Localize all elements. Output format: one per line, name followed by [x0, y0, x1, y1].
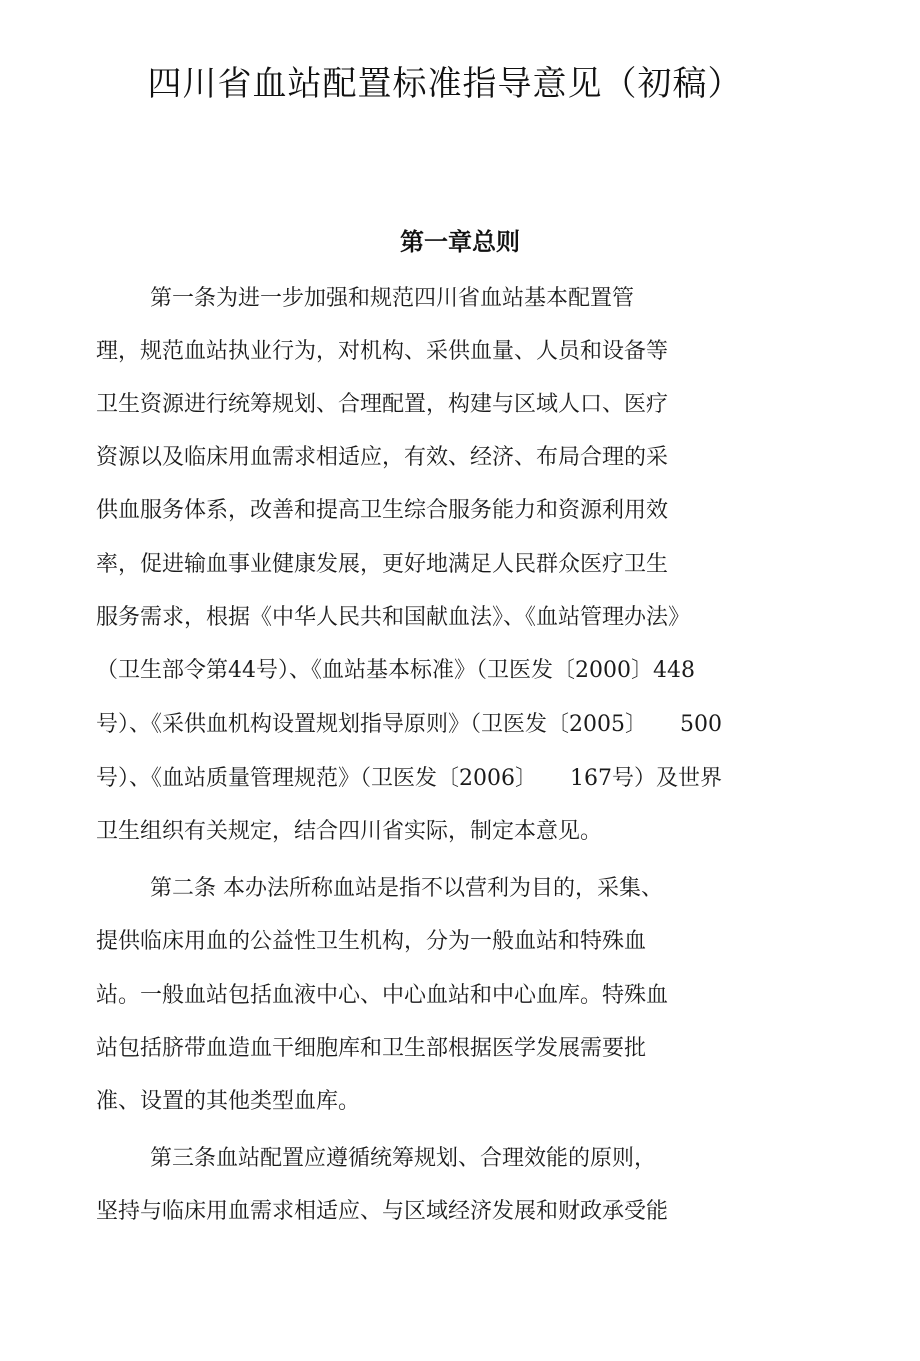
chapter-heading: 第一章总则 [400, 228, 520, 256]
paragraph-line: 率，促进输血事业健康发展，更好地满足人民群众医疗卫生 [96, 552, 669, 577]
paragraph-line: 提供临床用血的公益性卫生机构，分为一般血站和特殊血 [96, 929, 647, 954]
paragraph-line: 号）、《采供血机构设置规划指导原则》（卫医发〔2005〕 500 [96, 712, 722, 737]
paragraph-line: 站。一般血站包括血液中心、中心血站和中心血库。特殊血 [96, 983, 669, 1008]
paragraph-line: 理，规范血站执业行为，对机构、采供血量、人员和设备等 [96, 339, 669, 364]
paragraph-line: 号）、《血站质量管理规范》（卫医发〔2006〕 167号）及世界 [96, 766, 722, 791]
paragraph-line: 第二条 本办法所称血站是指不以营利为目的，采集、 [150, 876, 663, 901]
paragraph-line: 供血服务体系，改善和提高卫生综合服务能力和资源利用效 [96, 498, 669, 523]
paragraph-line: 第一条为进一步加强和规范四川省血站基本配置管 [150, 286, 635, 311]
paragraph-line: 资源以及临床用血需求相适应，有效、经济、布局合理的采 [96, 445, 669, 470]
paragraph-line: 卫生组织有关规定，结合四川省实际，制定本意见。 [96, 819, 603, 844]
document-title: 四川省血站配置标准指导意见（初稿） [147, 64, 743, 104]
paragraph-line: 坚持与临床用血需求相适应、与区域经济发展和财政承受能 [96, 1199, 669, 1224]
paragraph-line: 卫生资源进行统筹规划、合理配置，构建与区域人口、医疗 [96, 392, 669, 417]
paragraph-line: 准、设置的其他类型血库。 [96, 1089, 361, 1114]
paragraph-line: （卫生部令第44号）、《血站基本标准》（卫医发〔2000〕448 [96, 658, 695, 683]
paragraph-line: 第三条血站配置应遵循统筹规划、合理效能的原则， [150, 1146, 657, 1171]
paragraph-line: 站包括脐带血造血干细胞库和卫生部根据医学发展需要批 [96, 1036, 647, 1061]
paragraph-line: 服务需求，根据《中华人民共和国献血法》、《血站管理办法》 [96, 605, 691, 630]
